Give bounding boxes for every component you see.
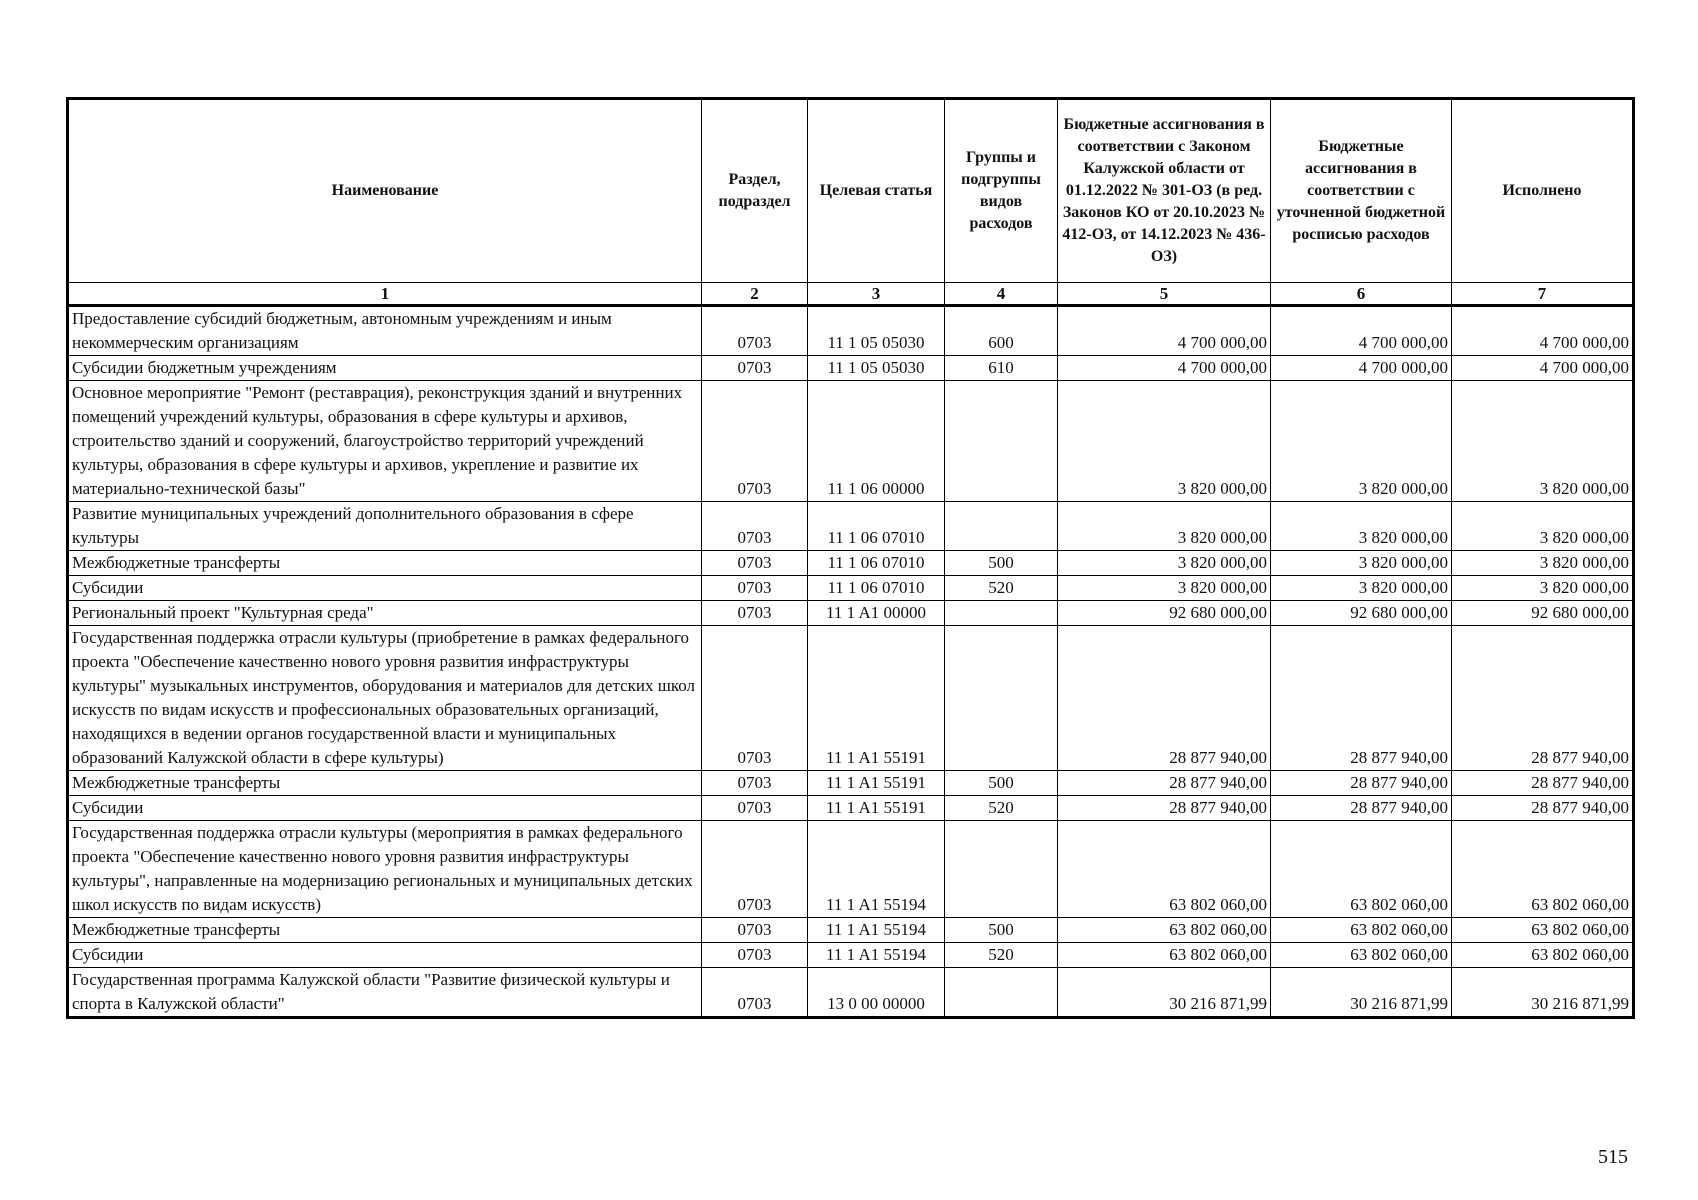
row-executed: 3 820 000,00 (1452, 502, 1634, 551)
row-schedule-allocation: 28 877 940,00 (1271, 796, 1452, 821)
row-law-allocation: 63 802 060,00 (1058, 821, 1271, 918)
header-article: Целевая статья (808, 99, 945, 283)
row-law-allocation: 4 700 000,00 (1058, 306, 1271, 356)
row-group: 520 (945, 576, 1058, 601)
table-row (68, 796, 1634, 821)
column-number: 6 (1271, 283, 1452, 306)
row-group: 610 (945, 356, 1058, 381)
column-number: 7 (1452, 283, 1634, 306)
row-schedule-allocation: 3 820 000,00 (1271, 576, 1452, 601)
row-group: 520 (945, 796, 1058, 821)
row-executed: 4 700 000,00 (1452, 306, 1634, 356)
row-executed: 28 877 940,00 (1452, 771, 1634, 796)
table-row (68, 551, 1634, 576)
row-schedule-allocation: 28 877 940,00 (1271, 626, 1452, 771)
row-executed: 4 700 000,00 (1452, 356, 1634, 381)
header-group: Группы и подгруппы видов расходов (945, 99, 1058, 283)
row-law-allocation: 92 680 000,00 (1058, 601, 1271, 626)
row-name: Предоставление субсидий бюджетным, автономным учреждениям и иным некоммерческим организациям (68, 306, 702, 356)
column-number: 4 (945, 283, 1058, 306)
row-executed: 63 802 060,00 (1452, 821, 1634, 918)
row-article: 11 1 06 07010 (808, 551, 945, 576)
row-section: 0703 (702, 968, 808, 1018)
budget-table (66, 97, 1635, 1019)
header-schedule-allocations: Бюджетные ассигнования в соответствии с уточненной бюджетной росписью расходов (1271, 99, 1452, 283)
row-executed: 3 820 000,00 (1452, 381, 1634, 502)
row-article: 11 1 A1 00000 (808, 601, 945, 626)
row-executed: 92 680 000,00 (1452, 601, 1634, 626)
row-schedule-allocation: 3 820 000,00 (1271, 551, 1452, 576)
budget-sheet (66, 97, 1632, 1019)
row-group: 500 (945, 918, 1058, 943)
row-name: Межбюджетные трансферты (68, 771, 702, 796)
row-section: 0703 (702, 502, 808, 551)
row-group (945, 381, 1058, 502)
row-law-allocation: 28 877 940,00 (1058, 796, 1271, 821)
row-executed: 28 877 940,00 (1452, 626, 1634, 771)
column-number: 5 (1058, 283, 1271, 306)
row-section: 0703 (702, 551, 808, 576)
row-group: 500 (945, 551, 1058, 576)
row-name: Субсидии бюджетным учреждениям (68, 356, 702, 381)
row-executed: 30 216 871,99 (1452, 968, 1634, 1018)
row-name: Субсидии (68, 576, 702, 601)
row-schedule-allocation: 63 802 060,00 (1271, 943, 1452, 968)
header-section: Раздел, подраздел (702, 99, 808, 283)
row-executed: 63 802 060,00 (1452, 918, 1634, 943)
table-row (68, 381, 1634, 502)
row-schedule-allocation: 92 680 000,00 (1271, 601, 1452, 626)
row-section: 0703 (702, 918, 808, 943)
row-schedule-allocation: 28 877 940,00 (1271, 771, 1452, 796)
row-group (945, 821, 1058, 918)
row-section: 0703 (702, 356, 808, 381)
row-name: Межбюджетные трансферты (68, 551, 702, 576)
row-law-allocation: 63 802 060,00 (1058, 918, 1271, 943)
row-group: 520 (945, 943, 1058, 968)
row-schedule-allocation: 4 700 000,00 (1271, 306, 1452, 356)
row-article: 11 1 06 00000 (808, 381, 945, 502)
row-schedule-allocation: 63 802 060,00 (1271, 918, 1452, 943)
row-schedule-allocation: 3 820 000,00 (1271, 502, 1452, 551)
row-group (945, 968, 1058, 1018)
row-article: 11 1 A1 55191 (808, 771, 945, 796)
row-schedule-allocation: 3 820 000,00 (1271, 381, 1452, 502)
row-article: 11 1 A1 55194 (808, 918, 945, 943)
row-group (945, 626, 1058, 771)
row-section: 0703 (702, 943, 808, 968)
row-article: 11 1 A1 55194 (808, 943, 945, 968)
row-law-allocation: 63 802 060,00 (1058, 943, 1271, 968)
table-row (68, 576, 1634, 601)
row-section: 0703 (702, 306, 808, 356)
table-row (68, 771, 1634, 796)
row-article: 11 1 A1 55194 (808, 821, 945, 918)
table-row (68, 601, 1634, 626)
row-executed: 3 820 000,00 (1452, 576, 1634, 601)
row-schedule-allocation: 4 700 000,00 (1271, 356, 1452, 381)
row-article: 11 1 05 05030 (808, 306, 945, 356)
row-section: 0703 (702, 771, 808, 796)
row-name: Государственная программа Калужской области "Развитие физической культуры и спорта в Калужской области" (68, 968, 702, 1018)
page-number: 515 (1598, 1146, 1628, 1168)
row-article: 11 1 A1 55191 (808, 796, 945, 821)
row-article: 11 1 06 07010 (808, 502, 945, 551)
table-row (68, 968, 1634, 1018)
header-name: Наименование (68, 99, 702, 283)
row-law-allocation: 3 820 000,00 (1058, 551, 1271, 576)
table-row (68, 356, 1634, 381)
row-name: Основное мероприятие "Ремонт (реставрация), реконструкция зданий и внутренних помещений учреждений культуры, образования в сфере культуры и архивов, строительство зданий и сооружений, благоустройство территорий учреждений культуры, образования в сфере культуры и архивов, укрепление и развитие их материально-технической базы" (68, 381, 702, 502)
column-number-row (68, 283, 1634, 306)
row-name: Региональный проект "Культурная среда" (68, 601, 702, 626)
row-executed: 3 820 000,00 (1452, 551, 1634, 576)
row-law-allocation: 28 877 940,00 (1058, 626, 1271, 771)
row-name: Государственная поддержка отрасли культуры (мероприятия в рамках федерального проекта "Обеспечение качественно нового уровня развития инфраструктуры культуры", направленные на модернизацию региональных и муниципальных детских школ искусств по видам искусств) (68, 821, 702, 918)
row-law-allocation: 3 820 000,00 (1058, 381, 1271, 502)
header-law-allocations: Бюджетные ассигнования в соответствии с Законом Калужской области от 01.12.2022 № 301-ОЗ (в ред. Законов КО от 20.10.2023 № 412-ОЗ, от 14.12.2023 № 436-ОЗ) (1058, 99, 1271, 283)
row-article: 11 1 05 05030 (808, 356, 945, 381)
row-section: 0703 (702, 626, 808, 771)
header-row (68, 99, 1634, 283)
row-law-allocation: 30 216 871,99 (1058, 968, 1271, 1018)
row-article: 11 1 A1 55191 (808, 626, 945, 771)
row-section: 0703 (702, 821, 808, 918)
row-section: 0703 (702, 796, 808, 821)
column-number: 1 (68, 283, 702, 306)
table-body (68, 306, 1634, 1018)
row-group (945, 601, 1058, 626)
row-group: 500 (945, 771, 1058, 796)
table-row (68, 918, 1634, 943)
table-row (68, 502, 1634, 551)
row-section: 0703 (702, 381, 808, 502)
table-row (68, 626, 1634, 771)
row-section: 0703 (702, 576, 808, 601)
table-row (68, 306, 1634, 356)
row-executed: 63 802 060,00 (1452, 943, 1634, 968)
row-group: 600 (945, 306, 1058, 356)
row-article: 13 0 00 00000 (808, 968, 945, 1018)
table-row (68, 821, 1634, 918)
column-number: 3 (808, 283, 945, 306)
row-schedule-allocation: 30 216 871,99 (1271, 968, 1452, 1018)
row-executed: 28 877 940,00 (1452, 796, 1634, 821)
row-name: Субсидии (68, 943, 702, 968)
header-executed: Исполнено (1452, 99, 1634, 283)
row-law-allocation: 3 820 000,00 (1058, 502, 1271, 551)
row-article: 11 1 06 07010 (808, 576, 945, 601)
row-name: Межбюджетные трансферты (68, 918, 702, 943)
row-name: Государственная поддержка отрасли культуры (приобретение в рамках федерального проекта "Обеспечение качественно нового уровня развития инфраструктуры культуры" музыкальных инструментов, оборудования и материалов для детских школ искусств по видам искусств и профессиональных образовательных организаций, находящихся в ведении органов государственной власти и муниципальных образований Калужской области в сфере культуры) (68, 626, 702, 771)
row-law-allocation: 3 820 000,00 (1058, 576, 1271, 601)
table-row (68, 943, 1634, 968)
row-name: Развитие муниципальных учреждений дополнительного образования в сфере культуры (68, 502, 702, 551)
row-schedule-allocation: 63 802 060,00 (1271, 821, 1452, 918)
column-number: 2 (702, 283, 808, 306)
row-law-allocation: 28 877 940,00 (1058, 771, 1271, 796)
row-name: Субсидии (68, 796, 702, 821)
row-group (945, 502, 1058, 551)
row-law-allocation: 4 700 000,00 (1058, 356, 1271, 381)
row-section: 0703 (702, 601, 808, 626)
